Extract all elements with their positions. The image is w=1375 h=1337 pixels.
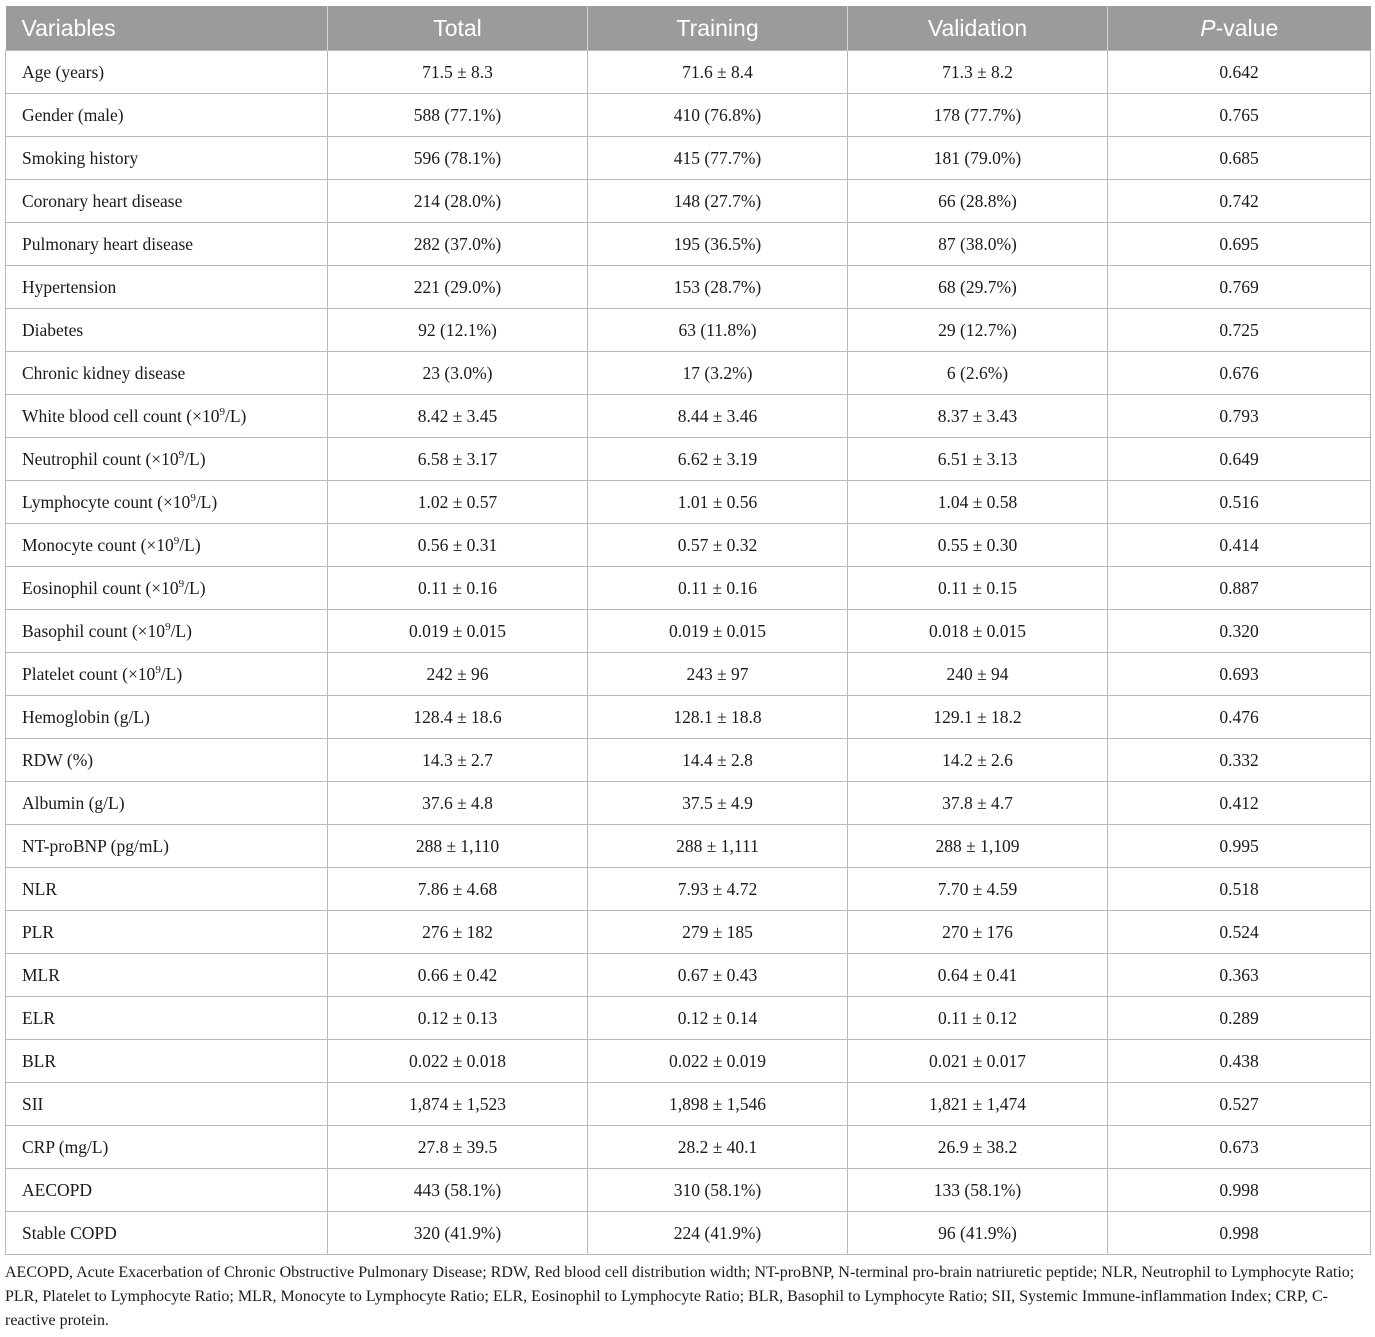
cell-variable	[6, 868, 328, 911]
cell-training: 410 (76.8%)	[588, 94, 848, 137]
cell-training: 224 (41.9%)	[588, 1212, 848, 1255]
variable-label: Platelet count (×10	[22, 663, 156, 684]
cell-p-value: 0.438	[1108, 1040, 1371, 1083]
cell-variable	[6, 524, 328, 567]
table-row	[6, 782, 1371, 825]
cell-variable	[6, 180, 328, 223]
cell-validation: 6 (2.6%)	[848, 352, 1108, 395]
cell-total: 596 (78.1%)	[328, 137, 588, 180]
variable-label: Age (years)	[22, 61, 105, 82]
unit-tail: /L)	[184, 577, 206, 598]
table-row	[6, 1126, 1371, 1169]
cell-training: 17 (3.2%)	[588, 352, 848, 395]
table-row	[6, 137, 1371, 180]
header-p-suffix: -value	[1215, 14, 1279, 41]
cell-validation: 270 ± 176	[848, 911, 1108, 954]
baseline-characteristics-table-container	[5, 6, 1370, 1255]
cell-p-value: 0.289	[1108, 997, 1371, 1040]
table-header	[6, 6, 1371, 51]
cell-validation: 0.55 ± 0.30	[848, 524, 1108, 567]
cell-p-value: 0.642	[1108, 51, 1371, 94]
cell-total: 242 ± 96	[328, 653, 588, 696]
cell-p-value: 0.998	[1108, 1169, 1371, 1212]
cell-validation: 29 (12.7%)	[848, 309, 1108, 352]
cell-training: 8.44 ± 3.46	[588, 395, 848, 438]
table-row	[6, 739, 1371, 782]
variable-label: BLR	[22, 1050, 57, 1071]
cell-validation: 71.3 ± 8.2	[848, 51, 1108, 94]
cell-variable	[6, 739, 328, 782]
cell-p-value: 0.673	[1108, 1126, 1371, 1169]
header-variables: Variables	[6, 6, 328, 51]
variable-label: Eosinophil count (×10	[22, 577, 179, 598]
cell-validation: 37.8 ± 4.7	[848, 782, 1108, 825]
cell-variable	[6, 1212, 328, 1255]
cell-p-value: 0.524	[1108, 911, 1371, 954]
cell-training: 0.022 ± 0.019	[588, 1040, 848, 1083]
cell-training: 0.67 ± 0.43	[588, 954, 848, 997]
cell-total: 6.58 ± 3.17	[328, 438, 588, 481]
cell-variable	[6, 51, 328, 94]
cell-validation: 26.9 ± 38.2	[848, 1126, 1108, 1169]
cell-variable	[6, 438, 328, 481]
cell-total: 0.56 ± 0.31	[328, 524, 588, 567]
cell-p-value: 0.725	[1108, 309, 1371, 352]
cell-total: 71.5 ± 8.3	[328, 51, 588, 94]
table-row	[6, 825, 1371, 868]
cell-p-value: 0.414	[1108, 524, 1371, 567]
cell-p-value: 0.676	[1108, 352, 1371, 395]
cell-p-value: 0.695	[1108, 223, 1371, 266]
unit-tail: /L)	[160, 663, 183, 684]
variable-label: MLR	[22, 964, 60, 985]
cell-training: 71.6 ± 8.4	[588, 51, 848, 94]
cell-total: 0.11 ± 0.16	[328, 567, 588, 610]
table-row	[6, 223, 1371, 266]
unit-tail: /L)	[179, 534, 201, 555]
unit-exponent: 9	[165, 620, 171, 633]
cell-validation: 96 (41.9%)	[848, 1212, 1108, 1255]
cell-total: 128.4 ± 18.6	[328, 696, 588, 739]
cell-validation: 129.1 ± 18.2	[848, 696, 1108, 739]
cell-total: 282 (37.0%)	[328, 223, 588, 266]
cell-total: 0.66 ± 0.42	[328, 954, 588, 997]
cell-total: 0.019 ± 0.015	[328, 610, 588, 653]
table-row	[6, 567, 1371, 610]
cell-validation: 288 ± 1,109	[848, 825, 1108, 868]
variable-label: Hemoglobin (g/L)	[22, 706, 150, 727]
cell-variable	[6, 954, 328, 997]
variable-label: AECOPD	[22, 1179, 93, 1200]
variable-label: CRP (mg/L)	[22, 1136, 109, 1157]
cell-validation: 240 ± 94	[848, 653, 1108, 696]
unit-exponent: 9	[178, 448, 185, 461]
cell-variable	[6, 1126, 328, 1169]
table-row	[6, 1083, 1371, 1126]
cell-variable	[6, 395, 328, 438]
cell-variable	[6, 1040, 328, 1083]
cell-validation: 0.11 ± 0.12	[848, 997, 1108, 1040]
cell-training: 128.1 ± 18.8	[588, 696, 848, 739]
table-row	[6, 438, 1371, 481]
cell-training: 0.12 ± 0.14	[588, 997, 848, 1040]
cell-p-value: 0.476	[1108, 696, 1371, 739]
cell-p-value: 0.998	[1108, 1212, 1371, 1255]
cell-training: 6.62 ± 3.19	[588, 438, 848, 481]
cell-training: 153 (28.7%)	[588, 266, 848, 309]
cell-p-value: 0.693	[1108, 653, 1371, 696]
cell-total: 92 (12.1%)	[328, 309, 588, 352]
cell-total: 214 (28.0%)	[328, 180, 588, 223]
variable-label: NT-proBNP (pg/mL)	[22, 835, 169, 856]
cell-total: 221 (29.0%)	[328, 266, 588, 309]
cell-total: 27.8 ± 39.5	[328, 1126, 588, 1169]
cell-total: 37.6 ± 4.8	[328, 782, 588, 825]
cell-total: 1.02 ± 0.57	[328, 481, 588, 524]
cell-variable	[6, 352, 328, 395]
variable-label: Basophil count (×10	[22, 620, 166, 641]
cell-variable	[6, 481, 328, 524]
table-row	[6, 1169, 1371, 1212]
variable-label: PLR	[22, 921, 55, 942]
header-row	[6, 6, 1371, 51]
table-row	[6, 1040, 1371, 1083]
cell-variable	[6, 567, 328, 610]
table-row	[6, 352, 1371, 395]
cell-total: 23 (3.0%)	[328, 352, 588, 395]
unit-tail: /L)	[195, 491, 218, 512]
cell-p-value: 0.320	[1108, 610, 1371, 653]
cell-variable	[6, 696, 328, 739]
variable-label: Monocyte count (×10	[22, 534, 174, 555]
cell-validation: 0.11 ± 0.15	[848, 567, 1108, 610]
table-body	[6, 51, 1371, 1255]
variable-label: Albumin (g/L)	[22, 792, 125, 813]
table-footnote: AECOPD, Acute Exacerbation of Chronic Obstructive Pulmonary Disease; RDW, Red blood cell distribution width; NT-proBNP, N-terminal pro-brain natriuretic peptide; NLR, Neutrophil to Lymphocyte Ratio; PLR, Platelet to Lymphocyte Ratio; MLR, Monocyte to Lymphocyte Ratio; ELR, Eosinophil to Lymphocyte Ratio; BLR, Basophil to Lymphocyte Ratio; SII, Systemic Immune-inflammation Index; CRP, C-reactive protein.	[5, 1264, 1355, 1329]
table-row	[6, 653, 1371, 696]
cell-variable	[6, 137, 328, 180]
cell-validation: 14.2 ± 2.6	[848, 739, 1108, 782]
table-row	[6, 180, 1371, 223]
cell-validation: 0.64 ± 0.41	[848, 954, 1108, 997]
header-total: Total	[328, 6, 588, 51]
variable-label: White blood cell count (×10	[22, 405, 220, 426]
table-row	[6, 954, 1371, 997]
variable-label: Lymphocyte count (×10	[22, 491, 191, 512]
cell-training: 148 (27.7%)	[588, 180, 848, 223]
cell-p-value: 0.332	[1108, 739, 1371, 782]
header-p-italic: P	[1200, 14, 1216, 41]
variable-label: Chronic kidney disease	[22, 362, 186, 383]
cell-p-value: 0.887	[1108, 567, 1371, 610]
cell-total: 0.12 ± 0.13	[328, 997, 588, 1040]
cell-p-value: 0.995	[1108, 825, 1371, 868]
cell-training: 7.93 ± 4.72	[588, 868, 848, 911]
cell-total: 588 (77.1%)	[328, 94, 588, 137]
table-row	[6, 94, 1371, 137]
cell-training: 279 ± 185	[588, 911, 848, 954]
cell-validation: 0.018 ± 0.015	[848, 610, 1108, 653]
cell-validation: 6.51 ± 3.13	[848, 438, 1108, 481]
cell-variable	[6, 309, 328, 352]
table-row	[6, 266, 1371, 309]
header-training: Training	[588, 6, 848, 51]
table-row	[6, 610, 1371, 653]
cell-validation: 87 (38.0%)	[848, 223, 1108, 266]
cell-variable	[6, 782, 328, 825]
cell-training: 0.019 ± 0.015	[588, 610, 848, 653]
cell-training: 14.4 ± 2.8	[588, 739, 848, 782]
variable-label: ELR	[22, 1007, 56, 1028]
cell-variable	[6, 825, 328, 868]
unit-tail: /L)	[184, 448, 206, 469]
cell-variable	[6, 1083, 328, 1126]
variable-label: RDW (%)	[22, 749, 94, 770]
unit-exponent: 9	[219, 405, 225, 418]
cell-validation: 1,821 ± 1,474	[848, 1083, 1108, 1126]
cell-variable	[6, 266, 328, 309]
unit-exponent: 9	[178, 577, 185, 590]
cell-validation: 7.70 ± 4.59	[848, 868, 1108, 911]
cell-validation: 0.021 ± 0.017	[848, 1040, 1108, 1083]
cell-p-value: 0.518	[1108, 868, 1371, 911]
variable-label: Pulmonary heart disease	[22, 233, 194, 254]
cell-validation: 181 (79.0%)	[848, 137, 1108, 180]
table-row	[6, 395, 1371, 438]
cell-p-value: 0.649	[1108, 438, 1371, 481]
cell-validation: 68 (29.7%)	[848, 266, 1108, 309]
cell-p-value: 0.527	[1108, 1083, 1371, 1126]
unit-tail: /L)	[170, 620, 192, 641]
cell-variable	[6, 610, 328, 653]
cell-total: 8.42 ± 3.45	[328, 395, 588, 438]
header-validation: Validation	[848, 6, 1108, 51]
variable-label: Gender (male)	[22, 104, 124, 125]
table-row	[6, 1212, 1371, 1255]
cell-p-value: 0.412	[1108, 782, 1371, 825]
cell-total: 0.022 ± 0.018	[328, 1040, 588, 1083]
cell-training: 0.11 ± 0.16	[588, 567, 848, 610]
unit-tail: /L)	[224, 405, 247, 426]
cell-validation: 1.04 ± 0.58	[848, 481, 1108, 524]
cell-validation: 178 (77.7%)	[848, 94, 1108, 137]
table-row	[6, 696, 1371, 739]
cell-p-value: 0.685	[1108, 137, 1371, 180]
cell-validation: 66 (28.8%)	[848, 180, 1108, 223]
cell-variable	[6, 997, 328, 1040]
cell-training: 310 (58.1%)	[588, 1169, 848, 1212]
cell-p-value: 0.793	[1108, 395, 1371, 438]
variable-label: Smoking history	[22, 147, 139, 168]
table-row	[6, 911, 1371, 954]
table-row	[6, 51, 1371, 94]
variable-label: Coronary heart disease	[22, 190, 183, 211]
table-row	[6, 309, 1371, 352]
cell-total: 1,874 ± 1,523	[328, 1083, 588, 1126]
cell-training: 63 (11.8%)	[588, 309, 848, 352]
table-row	[6, 997, 1371, 1040]
cell-total: 276 ± 182	[328, 911, 588, 954]
variable-label: Neutrophil count (×10	[22, 448, 179, 469]
cell-p-value: 0.765	[1108, 94, 1371, 137]
cell-training: 1,898 ± 1,546	[588, 1083, 848, 1126]
cell-total: 288 ± 1,110	[328, 825, 588, 868]
cell-variable	[6, 94, 328, 137]
cell-total: 14.3 ± 2.7	[328, 739, 588, 782]
cell-total: 320 (41.9%)	[328, 1212, 588, 1255]
cell-total: 443 (58.1%)	[328, 1169, 588, 1212]
cell-validation: 133 (58.1%)	[848, 1169, 1108, 1212]
cell-p-value: 0.769	[1108, 266, 1371, 309]
unit-exponent: 9	[190, 491, 196, 504]
table-row	[6, 481, 1371, 524]
cell-training: 288 ± 1,111	[588, 825, 848, 868]
cell-training: 37.5 ± 4.9	[588, 782, 848, 825]
cell-training: 195 (36.5%)	[588, 223, 848, 266]
variable-label: SII	[22, 1093, 44, 1114]
cell-p-value: 0.363	[1108, 954, 1371, 997]
cell-variable	[6, 653, 328, 696]
cell-p-value: 0.742	[1108, 180, 1371, 223]
cell-p-value: 0.516	[1108, 481, 1371, 524]
cell-training: 243 ± 97	[588, 653, 848, 696]
header-p-value	[1108, 6, 1371, 51]
cell-variable	[6, 223, 328, 266]
table-row	[6, 524, 1371, 567]
cell-variable	[6, 1169, 328, 1212]
cell-variable	[6, 911, 328, 954]
cell-training: 415 (77.7%)	[588, 137, 848, 180]
unit-exponent: 9	[173, 534, 180, 547]
table-row	[6, 868, 1371, 911]
cell-training: 28.2 ± 40.1	[588, 1126, 848, 1169]
variable-label: Stable COPD	[22, 1222, 117, 1243]
variable-label: Hypertension	[22, 276, 117, 297]
cell-training: 1.01 ± 0.56	[588, 481, 848, 524]
baseline-characteristics-table	[5, 6, 1371, 1255]
variable-label: Diabetes	[22, 319, 84, 340]
cell-validation: 8.37 ± 3.43	[848, 395, 1108, 438]
unit-exponent: 9	[155, 663, 161, 676]
cell-total: 7.86 ± 4.68	[328, 868, 588, 911]
variable-label: NLR	[22, 878, 57, 899]
cell-training: 0.57 ± 0.32	[588, 524, 848, 567]
